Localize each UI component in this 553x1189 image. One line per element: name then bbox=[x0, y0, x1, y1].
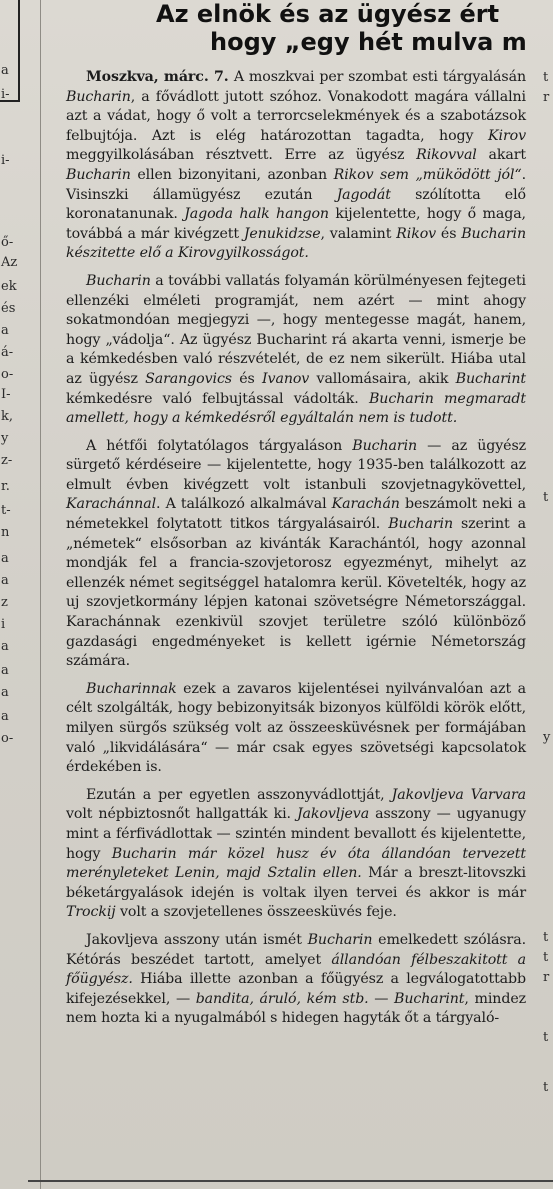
text-segment: Bucharin bbox=[307, 931, 373, 948]
left-column-fragment: k, bbox=[1, 409, 14, 424]
article-paragraph bbox=[66, 437, 526, 672]
text-segment: Jagodát bbox=[336, 186, 391, 203]
text-segment: Ivanov bbox=[262, 370, 310, 387]
text-segment: Jakovljeva Varvara bbox=[391, 786, 527, 803]
text-segment: , a fővádlott jutott szóhoz. Vonakodott magára vállalni azt a vádat, hogy ő volt a terrorcselekmények és a szabotázsok felbujtója. Azt is elég határozottan tagadta, hogy bbox=[66, 88, 526, 144]
text-segment: Bucharin bbox=[388, 516, 453, 533]
text-segment: és bbox=[436, 225, 462, 242]
text-segment: Rikovval bbox=[416, 147, 477, 164]
left-column-fragment: ek bbox=[1, 279, 17, 294]
text-segment: Már a breszt-litovszki béketárgyalások idején is voltak ilyen tervei és akkor is már bbox=[66, 865, 526, 901]
text-segment: Bucharin bbox=[66, 166, 131, 183]
left-column-fragment: a bbox=[1, 663, 9, 678]
text-segment: emelkedett szólásra. Kétórás beszédet tartott, amelyet bbox=[66, 931, 527, 968]
left-column-fragment: a bbox=[1, 63, 9, 78]
text-segment: Kirov bbox=[488, 127, 526, 144]
text-segment: meggyilkolásában résztvett. Erre az ügyész bbox=[66, 147, 417, 164]
text-segment: — az ügyész sürgető kérdéseire — kijelentette, hogy 1935-ben találkozott az elmult évben kivégzett volt istanbuli szovjetnagykövettel, bbox=[66, 437, 526, 493]
left-column-fragment: o- bbox=[1, 367, 14, 382]
text-segment: szólította elő koronatanunak. bbox=[66, 186, 526, 223]
right-column-fragment: t bbox=[543, 930, 549, 945]
text-segment: asszony — ugyanugy mint a férfivádlottak — szintén mindent bevallott és kijelentette, hogy bbox=[66, 806, 526, 862]
text-segment: Jakovljeva bbox=[296, 806, 370, 823]
text-segment: kijelentette, hogy ő maga, továbbá a már kivégzett bbox=[66, 206, 526, 242]
headline-line-1: Az elnök és az ügyész ért bbox=[156, 0, 500, 28]
text-segment: Rikov bbox=[396, 225, 437, 242]
text-segment: volt a szovjetellenes összeesküvés feje. bbox=[115, 904, 397, 921]
text-segment: Sarangovics bbox=[145, 370, 232, 387]
left-column-fragments bbox=[0, 0, 22, 1189]
article-headline bbox=[150, 0, 550, 56]
left-column-fragment: a bbox=[1, 573, 9, 588]
text-segment: bandita, áruló, kém stb. bbox=[195, 990, 369, 1007]
text-segment: ezek a zavaros kijelentései nyilvánvalóan azt a célt szolgálták, hogy bebizonyitsák bizonyos külföldi körök előtt, milyen sürgős szükség volt az összeesküvésnek per formájában való „likvidálására“ — már csak egyes szövetségi kapcsolatok érdekében is. bbox=[66, 680, 526, 776]
left-column-fragment: t- bbox=[1, 503, 11, 518]
left-column-fragment: i- bbox=[1, 153, 10, 168]
article-paragraph bbox=[66, 680, 526, 778]
left-column-fragment: Az bbox=[1, 255, 18, 270]
text-segment: Bucharin bbox=[86, 272, 151, 289]
right-column-fragment: r bbox=[543, 90, 550, 105]
left-column-fragment: a bbox=[1, 709, 9, 724]
column-divider bbox=[40, 0, 41, 1189]
text-segment: A moszkvai per szombat esti tárgyalásán bbox=[233, 69, 526, 85]
left-column-fragment: z bbox=[1, 595, 8, 610]
bottom-divider bbox=[28, 1180, 553, 1182]
dateline: Moszkva, márc. 7. bbox=[86, 69, 234, 85]
text-segment: a további vallatás folyamán körülményesen fejtegeti ellenzéki elméleti programját, nem azért — mint ahogy sokatmondóan megjegyzi —, hogy mentegesse magát, hanem, hogy „vádolja“. Az ügyész Bucharint rá akarta venni, ismerje be a kémkedésben való részvételét, de ez nem sikerült. Hiába utal az ügyész bbox=[66, 272, 526, 387]
text-segment: akart bbox=[476, 147, 526, 164]
text-segment: Bucharinnak bbox=[86, 680, 177, 697]
left-column-fragment: ő- bbox=[1, 235, 14, 250]
article-body bbox=[66, 68, 526, 1037]
headline-line-2: hogy „egy hét mulva m bbox=[210, 28, 527, 56]
right-column-fragment: t bbox=[543, 490, 549, 505]
text-segment: Bucharin megmaradt amellett, hogy a kémkedésről egyáltalán nem is tudott. bbox=[66, 390, 526, 427]
left-column-fragment: i bbox=[1, 617, 6, 632]
text-segment: Jakovljeva asszony után ismét bbox=[86, 931, 308, 948]
article-paragraph bbox=[66, 786, 526, 923]
text-segment: Bucharin bbox=[352, 437, 418, 454]
right-column-fragment: t bbox=[543, 1030, 549, 1045]
right-column-fragments bbox=[541, 70, 553, 1170]
text-segment: ellen bizonyitani, azonban bbox=[130, 166, 334, 183]
text-segment: Jenukidzse bbox=[243, 225, 321, 242]
text-segment: Ezután a per egyetlen asszonyvádlottját, bbox=[86, 786, 392, 803]
text-segment: . Visinszki államügyész ezután bbox=[66, 166, 526, 203]
text-segment: , mindez nem hozta ki a nyugalmából s hidegen hagyták őt a tárgyaló- bbox=[66, 990, 526, 1027]
text-segment: . A találkozó alkalmával bbox=[156, 496, 332, 513]
right-column-fragment: t bbox=[543, 950, 549, 965]
article-paragraph bbox=[66, 68, 526, 264]
text-segment: Bucharint bbox=[455, 370, 527, 387]
left-column-fragment: á- bbox=[1, 345, 14, 360]
text-segment: volt népbiztosnőt hallgatták ki. bbox=[66, 806, 297, 823]
text-segment: Bucharin bbox=[66, 88, 131, 105]
text-segment: A hétfői folytatólagos tárgyaláson bbox=[86, 437, 353, 454]
text-segment: és bbox=[231, 370, 263, 387]
text-segment: Jagoda halk hangon bbox=[184, 206, 329, 223]
text-segment: Bucharin bbox=[461, 225, 526, 242]
text-segment: Karachánnal bbox=[66, 496, 157, 513]
text-segment: vallomásaira, akik bbox=[309, 370, 456, 387]
left-column-fragment: o- bbox=[1, 731, 14, 746]
right-column-fragment: y bbox=[543, 730, 551, 745]
article-paragraph bbox=[66, 272, 526, 429]
left-column-fragment: z- bbox=[1, 453, 13, 468]
left-column-fragment: a bbox=[1, 551, 9, 566]
text-segment: — bbox=[368, 990, 395, 1007]
text-segment: beszámolt neki a németekkel folytatott titkos tárgyalásairól. bbox=[66, 496, 526, 533]
article-paragraph bbox=[66, 931, 526, 1029]
text-segment: Trockij bbox=[66, 904, 116, 921]
text-segment: Bucharint bbox=[394, 990, 465, 1007]
text-segment: Karachán bbox=[331, 496, 400, 513]
text-segment: kémkedésre való felbujtással vádolták. bbox=[66, 390, 369, 407]
text-segment: , valamint bbox=[320, 225, 397, 242]
left-column-fragment: és bbox=[1, 301, 16, 316]
text-segment: Rikov sem „müködött jól“ bbox=[333, 166, 522, 183]
text-segment: állandóan félbeszakitott a főügyész. bbox=[66, 951, 526, 988]
left-column-fragment: a bbox=[1, 639, 9, 654]
right-column-fragment: t bbox=[543, 70, 549, 85]
left-column-fragment: r. bbox=[1, 479, 10, 494]
left-column-fragment: n bbox=[1, 525, 10, 540]
right-column-fragment: t bbox=[543, 1080, 549, 1095]
text-segment: Hiába illette azonban a főügyész a legválogatottabb kifejezésekkel, — bbox=[66, 971, 526, 1007]
left-column-fragment: a bbox=[1, 685, 9, 700]
right-column-fragment: r bbox=[543, 970, 550, 985]
left-column-fragment: i- bbox=[1, 87, 10, 102]
text-segment: Bucharin már közel husz év óta állandóan tervezett merényleteket Lenin, majd Sztalin ellen. bbox=[66, 845, 526, 882]
left-column-fragment: a bbox=[1, 323, 9, 338]
text-segment: készitette elő a Kirovgyilkosságot. bbox=[66, 245, 309, 262]
left-column-fragment: I- bbox=[1, 387, 11, 402]
left-column-fragment: y bbox=[1, 431, 9, 446]
text-segment: szerint a „németek“ elsősorban az kivánták Karachántól, hogy azonnal mondják fel a francia-szovjetorosz egyezményt, mihelyt az ellenzék német segitséggel hatalomra kerül. Követelték, hogy az uj szovjetkormány lépjen katonai szövetségre Németországgal. Karachánnak ezenkivül szovjet területre szóló különböző gazdasági engedményeket is kellett igérnie Németország számára. bbox=[66, 516, 526, 670]
